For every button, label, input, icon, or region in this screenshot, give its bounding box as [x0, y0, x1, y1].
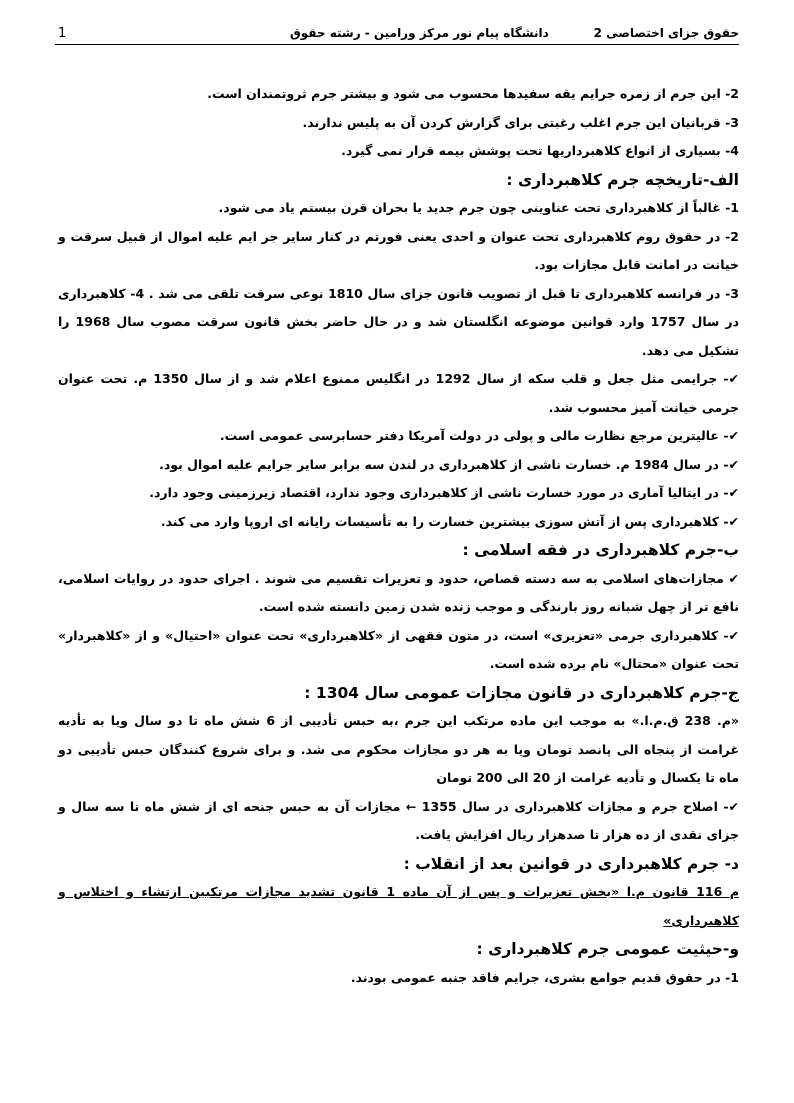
paragraph: ✔ مجازات‌های اسلامی به سه دسته قصاص، حدود و تعزیرات تقسیم می شوند . اجرای حدود در روایات اسلامی، نافع تر از چهل شبانه روز بارندگی و موجب زنده شدن زمین دانسته شده است. [58, 570, 739, 614]
paragraph: 3- قربانیان این جرم اغلب رغبتی برای گزارش کردن آن به پلیس ندارند. [302, 114, 739, 130]
paragraph: 1- غالباً از کلاهبرداری تحت عناوینی چون جرم جدید یا بحران قرن بیستم یاد می شود. [218, 200, 739, 215]
document-body [58, 80, 739, 992]
section-heading-be: ب-جرم کلاهبرداری در فقه اسلامی : [462, 541, 739, 559]
paragraph: ✔- اصلاح جرم و مجازات کلاهبرداری در سال 1355 ← مجازات آن به حبس جنحه ای از شش ماه تا سه سال و جزای نقدی از ده هزار تا صدهزار ریال افزایش یافت. [58, 798, 739, 842]
paragraph: ✔- کلاهبرداری پس از آتش سوزی بیشترین خسارت را به تأسیسات رایانه ای اروپا وارد می کند. [160, 513, 739, 529]
section-heading-vav: و-حیثیت عمومی جرم کلاهبرداری : [476, 940, 739, 958]
page-number: 1 [58, 26, 67, 41]
header-course-title: حقوق جزای اختصاصی 2 [593, 26, 739, 40]
header-university: دانشگاه پیام نور مرکز ورامین - رشته حقوق [290, 26, 549, 40]
paragraph: 3- در فرانسه کلاهبرداری تا قبل از تصویب قانون جزای سال 1810 نوعی سرقت تلقی می شد . 4- کلاهبرداری در سال 1757 وارد قوانین موضوعه انگلستان شد و در حال حاضر بخش قانون سرقت مصوب سال 1968 را تشکیل می دهد. [58, 285, 739, 358]
paragraph: ✔- در سال 1984 م. خسارت ناشی از کلاهبرداری در لندن سه برابر سایر جرایم علیه اموال بود. [159, 456, 739, 472]
paragraph: ✔- عالیترین مرجع نظارت مالی و پولی در دولت آمریکا دفتر حسابرسی عمومی است. [219, 428, 739, 443]
paragraph: 2- این جرم از زمره جرایم یقه سفیدها محسوب می شود و بیشتر جرم ثروتمندان است. [207, 86, 739, 101]
paragraph: «م. 238 ق.م.ا.» به موجب این ماده مرتکب این جرم ،به حبس تأدیبی از 6 شش ماه تا دو سال ویا به تأدیه غرامت از پنجاه الی پانصد تومان ویا به هر دو مجازات محکوم می شد. و برای شروع کنندگان حبس تأدیبی دو ماه تا یکسال و تأدیه غرامت از 20 الی 200 تومان [58, 713, 740, 785]
paragraph-underlined: م 116 قانون م.ا «بخش تعزیرات و پس از آن ماده 1 قانون تشدید مجازات مرتکبین ارتشاء و اختلاس و کلاهبرداری» [58, 884, 740, 928]
paragraph: ✔- در ایتالیا آماری در مورد خسارت ناشی از کلاهبرداری وجود ندارد، اقتصاد زیرزمینی وجود دارد. [149, 485, 739, 500]
section-heading-dal: د- جرم کلاهبرداری در قوانین بعد از انقلاب : [403, 854, 739, 873]
paragraph: ✔- جرایمی مثل جعل و قلب سکه از سال 1292 در انگلیس ممنوع اعلام شد و از سال 1350 م. تحت عنوان جرمی خیانت آمیز محسوب شد. [58, 371, 739, 415]
paragraph: ✔- کلاهبرداری جرمی «تعزیری» است، در متون فقهی از «کلاهبرداری» تحت عنوان «احتیال» و از «کلاهبردار» تحت عنوان «محتال» نام برده شده است. [58, 627, 739, 671]
paragraph: 4- بسیاری از انواع کلاهبرداریها تحت پوشش بیمه قرار نمی گیرد. [341, 143, 739, 158]
section-heading-jim: ج-جرم کلاهبرداری در قانون مجازات عمومی سال 1304 : [304, 683, 739, 702]
paragraph: 2- در حقوق روم کلاهبرداری تحت عنوان و احدی یعنی فورتم در کنار سایر جر ایم علیه اموال از قبیل سرقت و خیانت در امانت قابل مجازات بود. [58, 228, 739, 272]
paragraph: 1- در حقوق قدیم جوامع بشری، جرایم فاقد جنبه عمومی بودند. [350, 969, 739, 985]
section-heading-alef: الف-تاریخچه جرم کلاهبرداری : [506, 170, 739, 189]
header-rule [55, 44, 739, 45]
